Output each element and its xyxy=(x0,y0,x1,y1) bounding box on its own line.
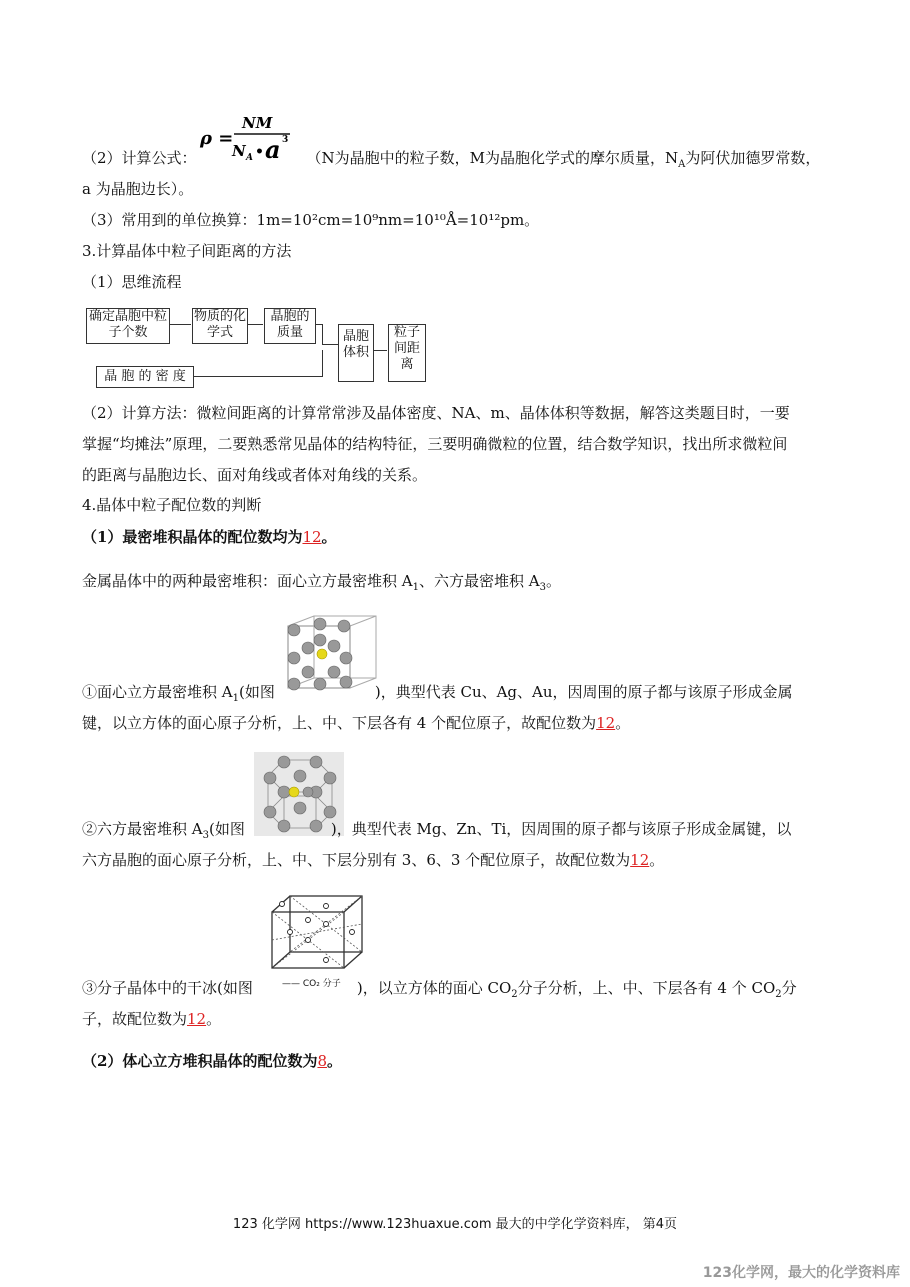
dry-ice-legend: —— CO₂ 分子 xyxy=(282,979,341,989)
closest-packing-types: 金属晶体中的两种最密堆积：面心立方最密堆积 $A_1$、六方最密堆积 $A_3$。 xyxy=(82,572,561,593)
flow-box-distance: 粒子间距离 xyxy=(388,324,426,382)
flow-box-particle-count: 确定晶胞中粒子个数 xyxy=(86,308,170,344)
flow-box-mass: 晶胞的质量 xyxy=(264,308,316,344)
flow-box-density: 晶 胞 的 密 度 xyxy=(96,366,194,388)
method-line-3: 的距离与晶胞边长、面对角线或者体对角线的关系。 xyxy=(82,466,428,484)
method-line-1: （2）计算方法：微粒间距离的计算常常涉及晶体密度、NA、m、晶体体积等数据，解答这类题目时，一要 xyxy=(82,404,790,422)
section-heading-4: 4.晶体中粒子配位数的判断 xyxy=(82,496,262,514)
fcc-cell-image xyxy=(284,614,384,692)
formula-line: （2）计算公式： （N为晶胞中的粒子数，M为晶胞化学式的摩尔质量，$N_A$为阿伏加德罗常数， xyxy=(82,149,821,170)
svg-text:a: a xyxy=(265,135,281,164)
formula-note: a 为晶胞边长）。 xyxy=(82,180,194,198)
dry-ice-line-2: 子，故配位数为12。 xyxy=(82,1010,222,1028)
watermark: 123化学网，最大的化学资料库 xyxy=(702,1265,900,1281)
svg-text:•: • xyxy=(255,144,264,160)
hcp-line-1: ②六方最密堆积 $A_3$(如图 )，典型代表 Mg、Zn、Ti，因周围的原子都与该原子形成金属键，以 xyxy=(82,820,792,841)
bcc-heading: （2）体心立方堆积晶体的配位数为8。 xyxy=(82,1052,343,1070)
fcc-line-1: ①面心立方最密堆积 $A_1$(如图 )，典型代表 Cu、Ag、Au，因周围的原子都与该原子形成金属 xyxy=(82,683,793,704)
closest-packing-heading: （1）最密堆积晶体的配位数均为12。 xyxy=(82,528,337,546)
flowchart xyxy=(86,302,436,392)
formula-rho: ρ = xyxy=(200,128,234,149)
section-heading-3: 3.计算晶体中粒子间距离的方法 xyxy=(82,242,292,260)
flow-box-volume: 晶胞体积 xyxy=(338,324,374,382)
method-line-2: 掌握“均摊法”原理，二要熟悉常见晶体的结构特征，三要明确微粒的位置，结合数学知识，找出所求微粒间 xyxy=(82,435,788,453)
flow-box-formula: 物质的化学式 xyxy=(192,308,248,344)
fcc-line-2: 键，以立方体的面心原子分析，上、中、下层各有 4 个配位原子，故配位数为12。 xyxy=(82,714,631,732)
unit-conversion: （3）常用到的单位换算：1m=10²cm=10⁹nm=10¹⁰Å=10¹²pm。 xyxy=(82,211,540,229)
formula-denominator: N xyxy=(232,142,246,160)
formula-numerator: NM xyxy=(242,114,273,132)
dry-ice-line-1: ③分子晶体中的干冰(如图 )，以立方体的面心 $CO_2$分子分析，上、中、下层各有 4 个 $CO_2$分 xyxy=(82,979,797,1000)
svg-text:3: 3 xyxy=(282,135,289,145)
page-footer: 123 化学网 https://www.123huaxue.com 最大的中学化学资料库， 第4页 xyxy=(232,1217,678,1232)
subheading-flow: （1）思维流程 xyxy=(82,273,182,291)
hcp-line-2: 六方晶胞的面心原子分析，上、中、下层分别有 3、6、3 个配位原子，故配位数为12。 xyxy=(82,851,665,869)
svg-text:A: A xyxy=(246,153,253,163)
